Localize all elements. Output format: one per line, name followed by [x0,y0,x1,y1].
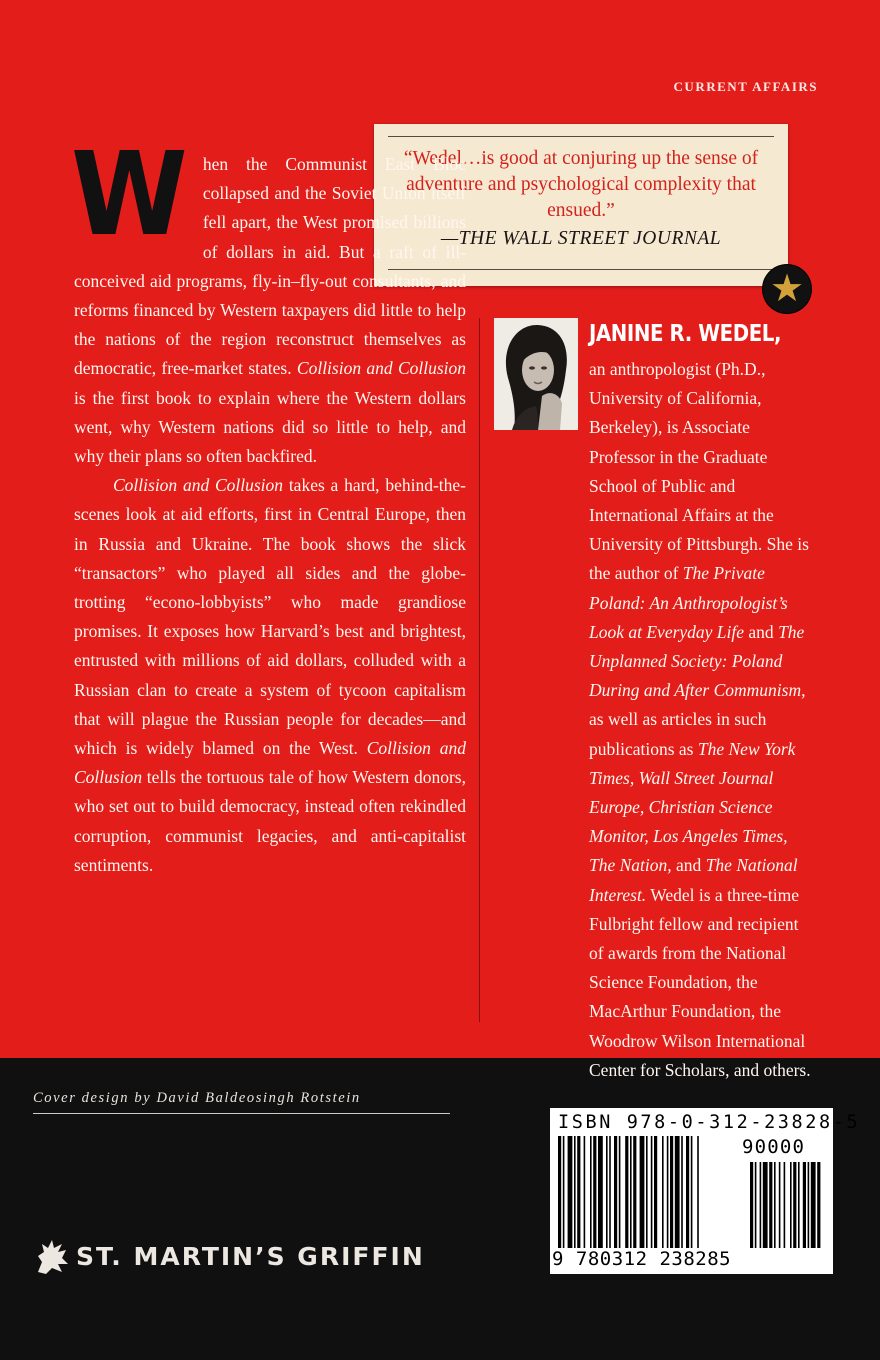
description-paragraph-2 [74,471,466,880]
bio-work-1: The Private Poland: An Anthropologist’s Look at Everyday Life [589,563,788,642]
author-name [589,321,781,347]
cover-design-credit: Cover design by David Baldeosingh Rotstein [33,1090,450,1114]
bio-text-a: an anthropologist (Ph.D., University of California, Berkeley), is Associate Professor in the Graduate School of Public and International Affairs at the University of Pittsburgh. She is the author of [589,359,809,584]
book-title: Collision and Collusion [113,475,284,496]
bio-and-2: and [671,855,706,876]
quote-source: —THE WALL STREET JOURNAL [440,228,722,249]
bio-publication-last: The National Interest. [589,855,798,905]
book-title: Collision and Collusion [74,738,466,788]
isbn-text: ISBN 978-0-312-23828-5 [558,1112,861,1133]
author-bio-paragraph [494,355,812,1085]
barcode-digits: 9 780312 238285 [552,1248,732,1270]
publisher-name: ST. MARTIN’S GRIFFIN [76,1241,425,1271]
isbn-barcode [550,1108,861,1274]
star-icon: ★ [763,265,811,313]
book-description [71,128,467,880]
paragraph-1-text: hen the Communist East Bloc collapsed and the Soviet Union itself fell apart, the West promised billions of dollars in aid. But a raft of ill-conceived aid programs, fly-in–fly-out consultants, and reforms financed by Western taxpayers did little to help the nations of the region reconstruct themselves as democratic, free-market states. [74,154,466,379]
category-label: CURRENT AFFAIRS [673,79,818,94]
author-name-text: JANINE R. WEDEL [589,321,774,347]
publisher-imprint [34,1234,425,1278]
bio-text-b: as well as articles in such publications as [589,709,767,759]
griffin-logo-icon [34,1236,70,1276]
bio-text-c: Wedel is a three-time Fulbright fellow and recipient of awards from the National Science Foundation, the MacArthur Foundation, the Woodrow Wilson International Center for Scholars, and others. [589,884,811,1080]
book-title: Collision and Collusion [296,358,467,379]
barcode-addon-digits: 90000 [742,1136,806,1158]
author-name-comma: , [773,321,782,347]
bio-publications: The New York Times, Wall Street Journal Europe, Christian Science Monitor, Los Angeles Times, The Nation, [589,738,796,876]
drop-cap: W [71,128,185,262]
bio-work-2: The Unplanned Society: Poland During and After Communism, [589,621,806,701]
author-bio [494,355,812,1085]
quote-text: “Wedel…is good at conjuring up the sense of adventure and psychological complexity that ensued.” [403,148,759,221]
paragraph-2-text-b: tells the tortuous tale of how Western donors, who set out to build democracy, instead often rekindled corruption, communist legacies, and anti-capitalist sentiments. [74,767,466,875]
paragraph-1-end: is the first book to explain where the Western dollars went, why Western nations did so little to help, and why their plans so often backfired. [74,387,466,467]
bio-and-1: and [744,621,779,642]
column-divider [479,318,480,1022]
quote-top-rule [388,136,774,137]
paragraph-2-text-a: takes a hard, behind-the-scenes look at aid efforts, first in Central Europe, then in Russia and Ukraine. The book shows the slick “transactors” who played all sides and the globe-trotting “econo-lobbyists” who made grandiose promises. It exposes how Harvard’s best and brightest, entrusted with millions of aid dollars, colluded with a Russian clan to create a system of tycoon capitalism that will plague the Russian people for decades—and which is widely blamed on the West. [74,475,466,759]
